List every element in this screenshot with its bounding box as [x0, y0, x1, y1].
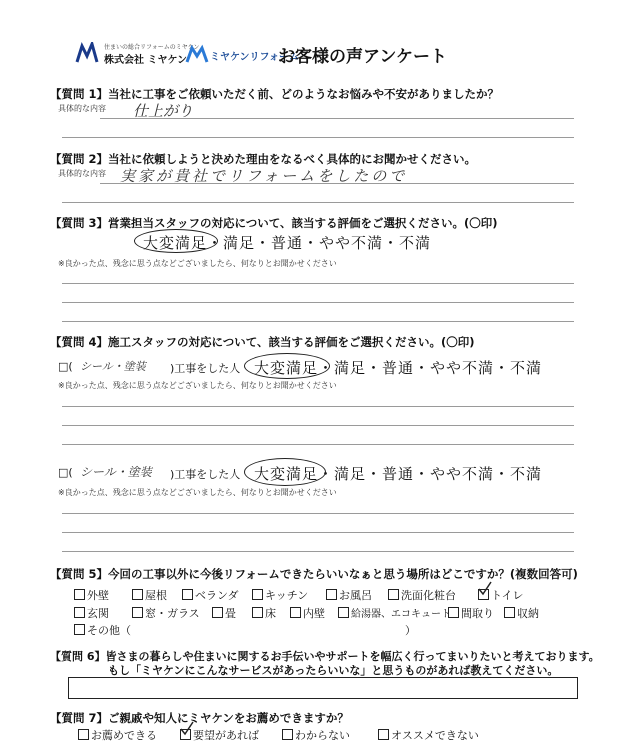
option-label: 玄関 [87, 607, 109, 620]
option-label: オススメできない [391, 729, 479, 742]
q1-answer[interactable]: 仕上がり [133, 102, 194, 120]
q4-row2-selection-circle [244, 458, 326, 486]
checkbox-icon [252, 589, 263, 600]
q2-field-label: 具体的な内容 [58, 169, 106, 178]
checkbox-icon [132, 589, 143, 600]
option-label: ベランダ [195, 589, 239, 602]
q5-option-roof[interactable] [132, 587, 167, 603]
q6-label: 【質問 6】皆さまの暮らしや住まいに関するお手伝いやサポートを幅広く行ってまいりたいと考えております。 [50, 650, 600, 663]
q4-row1-mid: )工事をした人 [170, 362, 241, 375]
q5-option-interior-wall[interactable] [290, 605, 325, 621]
q1-label: 【質問 1】当社に工事をご依頼いただく前、どのようなお悩みや不安がありましたか？ [50, 87, 500, 101]
option-label: お風呂 [339, 589, 372, 602]
q2-answer[interactable]: 実家が貴社でリフォームをしたので [120, 167, 408, 185]
q4-row1-answer[interactable]: シール・塗装 [80, 360, 146, 373]
company-tagline: 住まいの総合リフォームのミヤケン [104, 44, 200, 51]
checkbox-icon [378, 729, 389, 740]
option-label: 給湯器、エコキュート [351, 609, 451, 620]
q3-ratings[interactable]: 大変満足・満足・普通・やや不満・不満 [143, 234, 432, 252]
q2-line-1 [100, 183, 574, 184]
checkbox-icon [74, 607, 85, 618]
q5-option-veranda[interactable] [182, 587, 239, 603]
q4-label: 【質問 4】施工スタッフの対応について、該当する評価をご選択ください。(〇印) [50, 335, 475, 349]
q4-row2-answer[interactable]: シール・塗装 [80, 465, 152, 479]
q5-option-layout[interactable] [448, 605, 494, 621]
option-label: 屋根 [145, 589, 167, 602]
q4-row1-open: □( [58, 360, 73, 373]
q1-line-2 [62, 137, 574, 138]
q7-option-cannot-recommend[interactable] [378, 727, 479, 743]
option-label: 間取り [461, 607, 494, 620]
q5-option-tatami[interactable] [212, 605, 236, 621]
q5-option-kitchen[interactable] [252, 587, 308, 603]
q4-row1-line-2 [62, 425, 574, 426]
option-label: お薦めできる [91, 729, 157, 742]
option-label: 床 [265, 607, 276, 620]
q4-row2-note: ※良かった点、残念に思う点などございましたら、何なりとお聞かせください [58, 488, 337, 497]
check-mark-icon [477, 580, 493, 600]
q7-label: 【質問 7】ご親戚や知人にミヤケンをお薦めできますか？ [50, 711, 349, 725]
q6-answer-box[interactable] [68, 677, 578, 699]
q5-option-exterior[interactable] [74, 587, 109, 603]
q3-note: ※良かった点、残念に思う点などございましたら、何なりとお聞かせください [58, 259, 337, 268]
q4-row2-open: □( [58, 466, 73, 479]
checkbox-icon [74, 624, 85, 635]
q4-row2-line-1 [62, 513, 574, 514]
q4-row2-line-3 [62, 551, 574, 552]
q3-line-1 [62, 283, 574, 284]
checkbox-icon [252, 607, 263, 618]
q5-option-vanity[interactable] [388, 587, 456, 603]
miyaken-logo-icon [74, 42, 100, 70]
checkbox-icon [326, 589, 337, 600]
q5-option-entrance[interactable] [74, 605, 109, 621]
checkbox-icon [212, 607, 223, 618]
q1-field-label: 具体的な内容 [58, 104, 106, 113]
q7-option-dont-know[interactable] [282, 727, 350, 743]
checkbox-icon [388, 589, 399, 600]
q2-label: 【質問 2】当社に依頼しようと決めた理由をなるべく具体的にお聞かせください。 [50, 152, 477, 166]
checkbox-icon [290, 607, 301, 618]
checkbox-icon [338, 607, 349, 618]
option-label: 内壁 [303, 607, 325, 620]
q7-option-recommend[interactable] [78, 727, 157, 743]
page-title: お客様の声アンケート [278, 47, 447, 67]
company-name: 株式会社 ミヤケン [104, 55, 187, 66]
q4-row2-line-2 [62, 532, 574, 533]
q4-row1-line-3 [62, 444, 574, 445]
q1-line-1 [100, 118, 574, 119]
q4-row1-ratings[interactable]: 大変満足・満足・普通・やや不満・不満 [254, 359, 543, 377]
checkbox-icon [74, 589, 85, 600]
q5-option-water-heater[interactable] [338, 605, 451, 620]
check-mark-icon [179, 720, 195, 740]
q4-row1-line-1 [62, 406, 574, 407]
q6-label-2: もし「ミヤケンにこんなサービスがあったらいいな」と思うものがあれば教えてください。 [108, 664, 559, 677]
checkbox-icon [182, 589, 193, 600]
q5-option-other[interactable] [74, 622, 131, 638]
q4-row1-selection-circle [244, 353, 330, 379]
option-label: その他（ [87, 624, 131, 637]
q3-selection-circle [134, 229, 218, 253]
reform-logo-icon [185, 44, 209, 68]
option-label: 要望があれば [193, 729, 259, 742]
option-label: わからない [295, 729, 350, 742]
option-label: 収納 [517, 607, 539, 620]
checkbox-icon [78, 729, 89, 740]
q5-option-bath[interactable] [326, 587, 372, 603]
checkbox-icon [504, 607, 515, 618]
q5-option-window[interactable] [132, 605, 200, 621]
q5-label: 【質問 5】今回の工事以外に今後リフォームできたらいいなぁと思う場所はどこですか？(複数回答可) [50, 567, 578, 581]
checkbox-icon [282, 729, 293, 740]
option-label: 洗面化粧台 [401, 589, 456, 602]
q5-option-floor[interactable] [252, 605, 276, 621]
q3-line-2 [62, 302, 574, 303]
q3-line-3 [62, 321, 574, 322]
option-label: 外壁 [87, 589, 109, 602]
q4-row1-note: ※良かった点、残念に思う点などございましたら、何なりとお聞かせください [58, 381, 337, 390]
brand-name: ミヤケンリフォーム [210, 52, 299, 63]
option-label: 畳 [225, 607, 236, 620]
option-label: キッチン [265, 589, 309, 602]
option-label: 窓・ガラス [145, 607, 200, 620]
q4-row2-ratings[interactable]: 大変満足・満足・普通・やや不満・不満 [254, 465, 543, 483]
q4-row2-mid: )工事をした人 [170, 468, 241, 481]
q3-label: 【質問 3】営業担当スタッフの対応について、該当する評価をご選択ください。(〇印) [50, 216, 498, 230]
q5-other-close: ） [405, 624, 416, 637]
checkbox-icon [448, 607, 459, 618]
q2-line-2 [62, 202, 574, 203]
q5-option-storage[interactable] [504, 605, 539, 621]
checkbox-icon [132, 607, 143, 618]
option-label: トイレ [491, 589, 524, 602]
